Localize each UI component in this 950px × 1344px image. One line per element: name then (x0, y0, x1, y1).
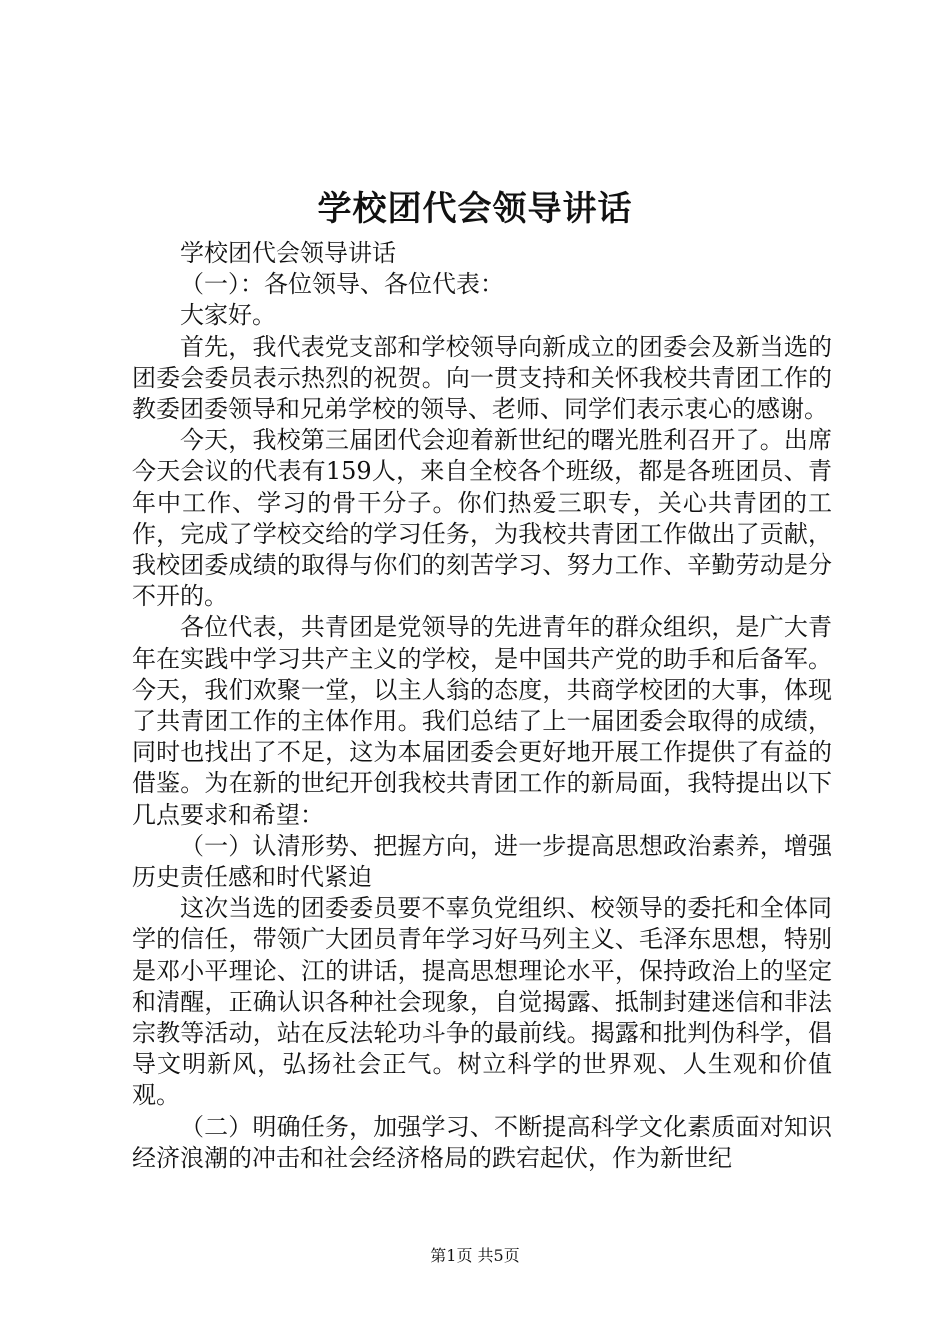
paragraph: 今天，我校第三届团代会迎着新世纪的曙光胜利召开了。出席今天会议的代表有159人，来自全校各个班级，都是各班团员、青年中工作、学习的骨干分子。你们热爱三职专，关心共青团的工作，完成了学校交给的学习任务，为我校共青团工作做出了贡献，我校团委成绩的取得与你们的刻苦学习、努力工作、辛勤劳动是分不开的。 (132, 426, 832, 611)
document-title: 学校团代会领导讲话 (317, 189, 633, 229)
paragraph: 学校团代会领导讲话 (180, 239, 396, 267)
paragraph: 首先，我代表党支部和学校领导向新成立的团委会及新当选的团委会委员表示热烈的祝贺。向一贯支持和关怀我校共青团工作的教委团委领导和兄弟学校的领导、老师、同学们表示衷心的感谢。 (132, 332, 832, 424)
paragraph: （一）：各位领导、各位代表： (180, 270, 504, 299)
document-body (132, 238, 832, 1174)
paragraph: 这次当选的团委委员要不辜负党组织、校领导的委托和全体同学的信任，带领广大团员青年学习好马列主义、毛泽东思想，特别是邓小平理论、江的讲话，提高思想理论水平，保持政治上的坚定和清醒，正确认识各种社会现象，自觉揭露、抵制封建迷信和非法宗教等活动，站在反法轮功斗争的最前线。揭露和批判伪科学，倡导文明新风，弘扬社会正气。树立科学的世界观、人生观和价值观。 (132, 894, 832, 1110)
paragraph: （二）明确任务，加强学习、不断提高科学文化素质面对知识经济浪潮的冲击和社会经济格局的跌宕起伏，作为新世纪 (132, 1112, 832, 1172)
paragraph: （一）认清形势、把握方向，进一步提高思想政治素养，增强历史责任感和时代紧迫 (132, 831, 832, 892)
page-number-footer: 第1页 共5页 (430, 1246, 520, 1265)
paragraph: 各位代表，共青团是党领导的先进青年的群众组织，是广大青年在实践中学习共产主义的学校，是中国共产党的助手和后备军。今天，我们欢聚一堂，以主人翁的态度，共商学校团的大事，体现了共青团工作的主体作用。我们总结了上一届团委会取得的成绩，同时也找出了不足，这为本届团委会更好地开展工作提供了有益的借鉴。为在新的世纪开创我校共青团工作的新局面，我特提出以下几点要求和希望： (132, 613, 832, 829)
paragraph: 大家好。 (180, 301, 276, 330)
